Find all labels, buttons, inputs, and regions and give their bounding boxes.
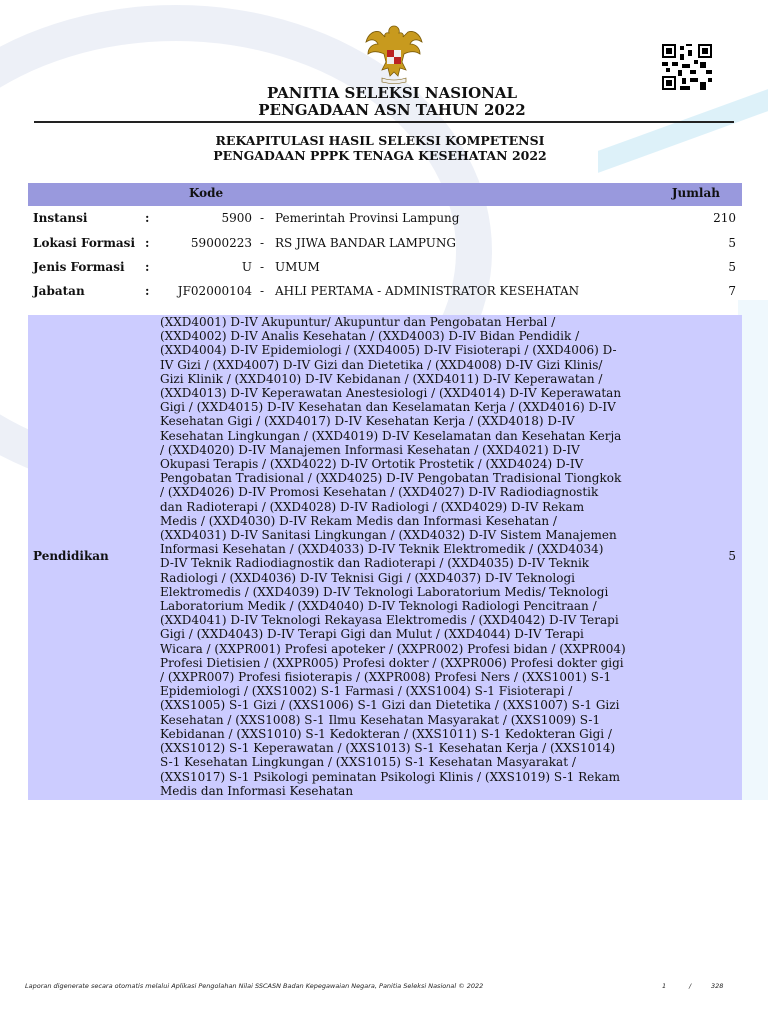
pendidikan-line: (XXS1017) S-1 Psikologi peminatan Psikologi Klinis / (XXS1019) S-1 Rekam	[160, 769, 621, 784]
pendidikan-line: Medis dan Informasi Kesehatan	[160, 783, 354, 798]
kode-header: Kode	[189, 186, 224, 200]
row-jabatan	[28, 281, 742, 303]
row-label: Lokasi Formasi	[33, 236, 135, 250]
pendidikan-line: IV Gizi / (XXD4007) D-IV Gizi dan Dietetika / (XXD4008) D-IV Gizi Klinis/	[160, 357, 603, 372]
report-title-line1: REKAPITULASI HASIL SELEKSI KOMPETENSI	[215, 133, 545, 148]
pendidikan-line: Profesi Dietisien / (XXPR005) Profesi dokter / (XXPR006) Profesi dokter gigi	[160, 655, 624, 670]
row-colon: :	[145, 284, 150, 298]
pendidikan-line: (XXS1012) S-1 Keperawatan / (XXS1013) S-1 Kesehatan Kerja / (XXS1014)	[160, 741, 616, 756]
pendidikan-line: S-1 Kesehatan Lingkungan / (XXS1015) S-1 Kesehatan Masyarakat /	[160, 755, 576, 770]
pendidikan-line: Radiologi / (XXD4036) D-IV Teknisi Gigi / (XXD4037) D-IV Teknologi	[160, 570, 575, 585]
pendidikan-label: Pendidikan	[33, 549, 109, 563]
pendidikan-line: / (XXD4026) D-IV Promosi Kesehatan / (XXD4027) D-IV Radiodiagnostik	[160, 485, 599, 500]
jumlah-header: Jumlah	[671, 186, 720, 200]
row-name: Pemerintah Provinsi Lampung	[275, 211, 460, 225]
row-label: Jenis Formasi	[33, 260, 125, 274]
row-code: 59000223	[190, 236, 252, 250]
pendidikan-line: (XXD4004) D-IV Epidemiologi / (XXD4005) D-IV Fisioterapi / (XXD4006) D-	[160, 343, 617, 358]
row-name: AHLI PERTAMA - ADMINISTRATOR KESEHATAN	[275, 284, 580, 298]
row-value: 5	[728, 236, 736, 250]
garuda-emblem-icon	[362, 22, 426, 86]
row-lokasi-formasi	[28, 233, 742, 255]
row-colon: :	[145, 236, 150, 250]
row-dash: -	[260, 236, 265, 250]
row-dash: -	[260, 260, 265, 274]
pendidikan-line: (XXD4041) D-IV Teknologi Rekayasa Elektromedis / (XXD4042) D-IV Terapi	[160, 613, 619, 628]
watermark-stripe-2	[738, 300, 768, 800]
pendidikan-line: Informasi Kesehatan / (XXD4033) D-IV Teknik Elektromedik / (XXD4034)	[160, 542, 604, 557]
org-title-line1: PANITIA SELEKSI NASIONAL	[266, 84, 518, 102]
pendidikan-line: Kebidanan / (XXS1010) S-1 Kedokteran / (XXS1011) S-1 Kedokteran Gigi /	[160, 726, 612, 741]
pendidikan-line: (XXD4001) D-IV Akupuntur/ Akupuntur dan Pengobatan Herbal /	[160, 315, 556, 329]
pendidikan-line: Kesehatan / (XXS1008) S-1 Ilmu Kesehatan Masyarakat / (XXS1009) S-1	[160, 712, 601, 727]
row-dash: -	[260, 284, 265, 298]
page-total: 328	[711, 982, 724, 990]
row-code: 5900	[221, 211, 252, 225]
row-label: Jabatan	[33, 284, 85, 298]
footer-text: Laporan digenerate secara otomatis melalui Aplikasi Pengolahan Nilai SSCASN Badan Kepegawaian Negara, Panitia Seleksi Nasional © 2022	[25, 982, 484, 990]
pendidikan-line: / (XXPR007) Profesi fisioterapis / (XXPR008) Profesi Ners / (XXS1001) S-1	[160, 670, 612, 685]
row-label: Instansi	[33, 211, 88, 225]
row-dash: -	[260, 211, 265, 225]
pendidikan-line: (XXD4031) D-IV Sanitasi Lingkungan / (XXD4032) D-IV Sistem Manajemen	[160, 528, 617, 543]
row-colon: :	[145, 260, 150, 274]
header-divider	[34, 121, 734, 123]
row-value: 7	[728, 284, 736, 298]
pendidikan-line: dan Radioterapi / (XXD4028) D-IV Radiologi / (XXD4029) D-IV Rekam	[160, 499, 585, 514]
row-name: UMUM	[275, 260, 320, 274]
pendidikan-line: Gigi / (XXD4043) D-IV Terapi Gigi dan Mulut / (XXD4044) D-IV Terapi	[160, 627, 584, 642]
page-number: 1	[662, 982, 667, 990]
row-code: JF02000104	[177, 284, 252, 298]
pendidikan-line: Epidemiologi / (XXS1002) S-1 Farmasi / (XXS1004) S-1 Fisioterapi /	[160, 684, 573, 699]
pendidikan-line: Wicara / (XXPR001) Profesi apoteker / (XXPR002) Profesi bidan / (XXPR004)	[160, 641, 626, 656]
row-pendidikan	[28, 315, 742, 800]
row-instansi	[28, 208, 742, 230]
page-separator: /	[689, 982, 692, 990]
pendidikan-line: Gizi Klinik / (XXD4010) D-IV Kebidanan / (XXD4011) D-IV Keperawatan /	[160, 371, 603, 386]
row-code: U	[241, 260, 252, 274]
pendidikan-line: Elektromedis / (XXD4039) D-IV Teknologi Laboratorium Medis/ Teknologi	[160, 584, 609, 599]
pendidikan-line: (XXD4002) D-IV Analis Kesehatan / (XXD4003) D-IV Bidan Pendidik /	[160, 329, 580, 344]
row-name: RS JIWA BANDAR LAMPUNG	[275, 236, 456, 250]
pendidikan-line: Medis / (XXD4030) D-IV Rekam Medis dan Informasi Kesehatan /	[160, 513, 557, 528]
row-jenis-formasi	[28, 257, 742, 279]
pendidikan-line: / (XXD4020) D-IV Manajemen Informasi Kesehatan / (XXD4021) D-IV	[160, 442, 580, 457]
pendidikan-line: Kesehatan Gigi / (XXD4017) D-IV Kesehatan Kerja / (XXD4018) D-IV	[160, 414, 575, 429]
report-title-line2: PENGADAAN PPPK TENAGA KESEHATAN 2022	[213, 148, 547, 163]
row-colon: :	[145, 211, 150, 225]
pendidikan-list	[160, 315, 650, 798]
table-header	[28, 183, 742, 206]
pendidikan-line: Kesehatan Lingkungan / (XXD4019) D-IV Keselamatan dan Kesehatan Kerja	[160, 428, 622, 443]
row-value: 5	[728, 260, 736, 274]
pendidikan-line: Pengobatan Tradisional / (XXD4025) D-IV Pengobatan Tradisional Tiongkok	[160, 471, 622, 486]
pendidikan-line: D-IV Teknik Radiodiagnostik dan Radioterapi / (XXD4035) D-IV Teknik	[160, 556, 590, 571]
pendidikan-line: (XXS1005) S-1 Gizi / (XXS1006) S-1 Gizi dan Dietetika / (XXS1007) S-1 Gizi	[160, 698, 620, 713]
pendidikan-line: Gigi / (XXD4015) D-IV Kesehatan dan Keselamatan Kerja / (XXD4016) D-IV	[160, 400, 616, 415]
pendidikan-line: (XXD4013) D-IV Keperawatan Anestesiologi / (XXD4014) D-IV Keperawatan	[160, 386, 622, 401]
pendidikan-line: Okupasi Terapis / (XXD4022) D-IV Ortotik Prostetik / (XXD4024) D-IV	[160, 457, 584, 472]
org-title-line2: PENGADAAN ASN TAHUN 2022	[258, 101, 526, 119]
pendidikan-line: Laboratorium Medik / (XXD4040) D-IV Teknologi Radiologi Pencitraan /	[160, 599, 597, 614]
row-value: 210	[713, 211, 736, 225]
pendidikan-value: 5	[728, 549, 736, 563]
